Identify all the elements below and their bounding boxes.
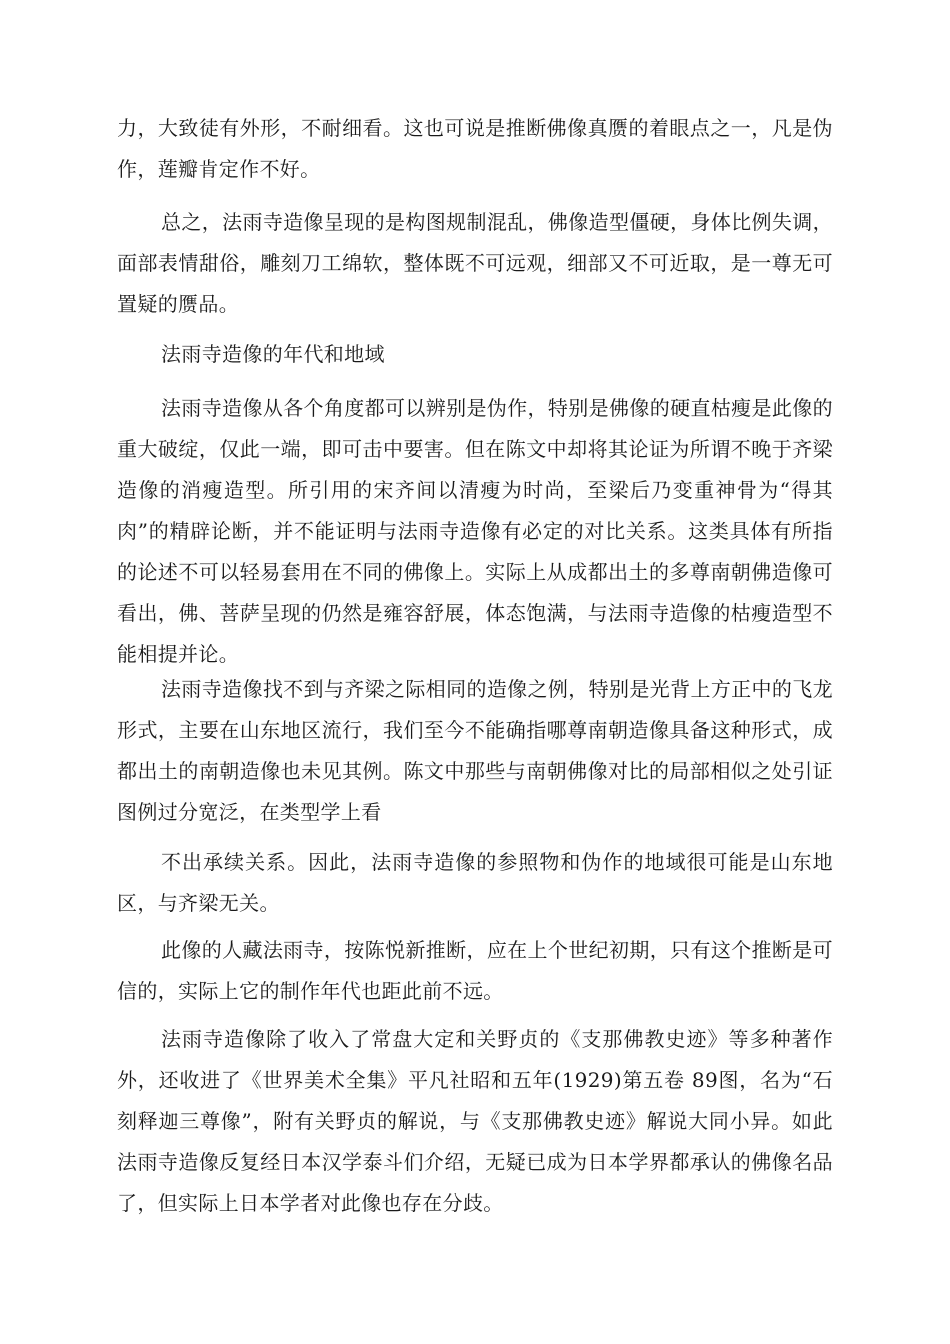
paragraph-publications: 法雨寺造像除了收入了常盘大定和关野贞的《支那佛教史迹》等多种著作外，还收进了《世界美术全集》平凡社昭和五年(1929)第五卷 89图，名为“石刻释迦三尊像”，附有关野贞的解说，与《支那佛教史迹》解说大同小异。如此法雨寺造像反复经日本汉学泰斗们介绍，无疑已成为日本学界都承认的佛像名品了，但实际上日本学者对此像也存在分歧。 bbox=[117, 1027, 833, 1215]
paragraph-lotus-petals: 力，大致徒有外形，不耐细看。这也可说是推断佛像真赝的着眼点之一，凡是伪作，莲瓣肯定作不好。 bbox=[117, 116, 833, 181]
paragraph-flying-dragon: 法雨寺造像找不到与齐梁之际相同的造像之例，特别是光背上方正中的飞龙形式，主要在山东地区流行，我们至今不能确指哪尊南朝造像具备这种形式，成都出土的南朝造像也未见其例。陈文中那些与南朝佛像对比的局部相似之处引证图例过分宽泛，在类型学上看 bbox=[117, 677, 833, 824]
paragraph-summary: 总之，法雨寺造像呈现的是构图规制混乱，佛像造型僵硬，身体比例失调，面部表情甜俗，雕刻刀工绵软，整体既不可远观，细部又不可近取，是一尊无可置疑的赝品。 bbox=[117, 210, 833, 316]
paragraph-collection-date: 此像的人藏法雨寺，按陈悦新推断，应在上个世纪初期，只有这个推断是可信的，实际上它的制作年代也距此前不远。 bbox=[117, 938, 833, 1003]
paragraph-era-analysis: 法雨寺造像从各个角度都可以辨别是伪作，特别是佛像的硬直枯瘦是此像的重大破绽，仅此一端，即可击中要害。但在陈文中却将其论证为所谓不晚于齐梁造像的消瘦造型。所引用的宋齐间以清瘦为时尚，至梁后乃变重神骨为“得其肉”的精辟论断，并不能证明与法雨寺造像有必定的对比关系。这类具体有所指的论述不可以轻易套用在不同的佛像上。实际上从成都出土的多尊南朝佛造像可看出，佛、菩萨呈现的仍然是雍容舒展，体态饱满，与法雨寺造像的枯瘦造型不能相提并论。 bbox=[117, 396, 833, 666]
paragraph-continuity: 不出承续关系。因此，法雨寺造像的参照物和伪作的地域很可能是山东地区，与齐梁无关。 bbox=[117, 850, 833, 915]
section-heading: 法雨寺造像的年代和地域 bbox=[161, 342, 385, 366]
